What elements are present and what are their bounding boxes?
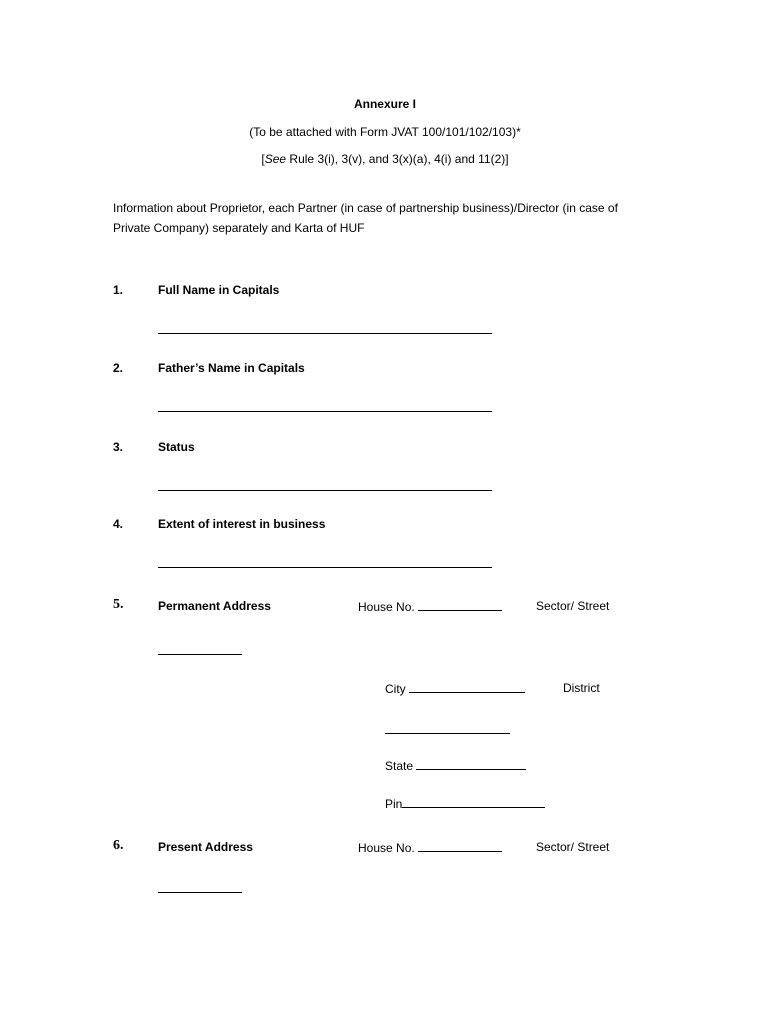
item-label-full-name: Full Name in Capitals (158, 283, 280, 297)
document-subtitle: (To be attached with Form JVAT 100/101/102/103)* (249, 125, 521, 139)
rule-reference-rest: Rule 3(i), 3(v), and 3(x)(a), 4(i) and 11(2)] (286, 152, 509, 166)
present-house-no-label: House No. (358, 841, 415, 855)
present-sector-street-field[interactable] (158, 892, 242, 893)
permanent-sector-street-field[interactable] (158, 654, 242, 655)
permanent-house-no-label: House No. (358, 600, 415, 614)
present-house-no (358, 841, 502, 854)
intro-paragraph: Information about Proprietor, each Partner (in case of partnership business)/Director (in case of Private Company) separately and Karta of HUF (113, 201, 618, 235)
permanent-city-label: City (385, 682, 406, 696)
permanent-sector-street-label: Sector/ Street (536, 599, 610, 613)
permanent-house-no (358, 600, 502, 613)
permanent-pin-label: Pin (385, 797, 403, 811)
rule-reference (0, 153, 770, 165)
permanent-state-label: State (385, 759, 414, 773)
item-number-3: 3. (113, 440, 124, 454)
item-number-2: 2. (113, 361, 124, 375)
permanent-city-field[interactable] (409, 682, 525, 693)
permanent-state (385, 759, 526, 772)
item-label-present-address: Present Address (158, 840, 253, 854)
item-number-1: 1. (113, 283, 124, 297)
status-field[interactable] (158, 490, 492, 491)
item-number-4: 4. (113, 517, 124, 531)
item-label-permanent-address: Permanent Address (158, 599, 271, 613)
permanent-pin (385, 797, 545, 810)
full-name-field[interactable] (158, 333, 492, 334)
fathers-name-field[interactable] (158, 411, 492, 412)
extent-of-interest-field[interactable] (158, 567, 492, 568)
item-number-6: 6. (113, 838, 124, 853)
item-label-status: Status (158, 440, 195, 454)
permanent-state-field[interactable] (416, 759, 526, 770)
present-sector-street-label: Sector/ Street (536, 840, 610, 854)
permanent-house-no-field[interactable] (418, 600, 502, 611)
permanent-district-label: District (563, 681, 600, 695)
permanent-district-field[interactable] (385, 733, 510, 734)
document-title: Annexure I (353, 97, 416, 111)
present-house-no-field[interactable] (418, 841, 502, 852)
permanent-pin-field[interactable] (402, 797, 545, 808)
item-number-5: 5. (113, 597, 124, 612)
rule-reference-see: See (264, 152, 287, 166)
rule-reference-open: [ (261, 152, 265, 166)
item-label-fathers-name: Father’s Name in Capitals (158, 361, 305, 375)
permanent-city (385, 682, 525, 695)
item-label-extent-of-interest: Extent of interest in business (158, 517, 326, 531)
